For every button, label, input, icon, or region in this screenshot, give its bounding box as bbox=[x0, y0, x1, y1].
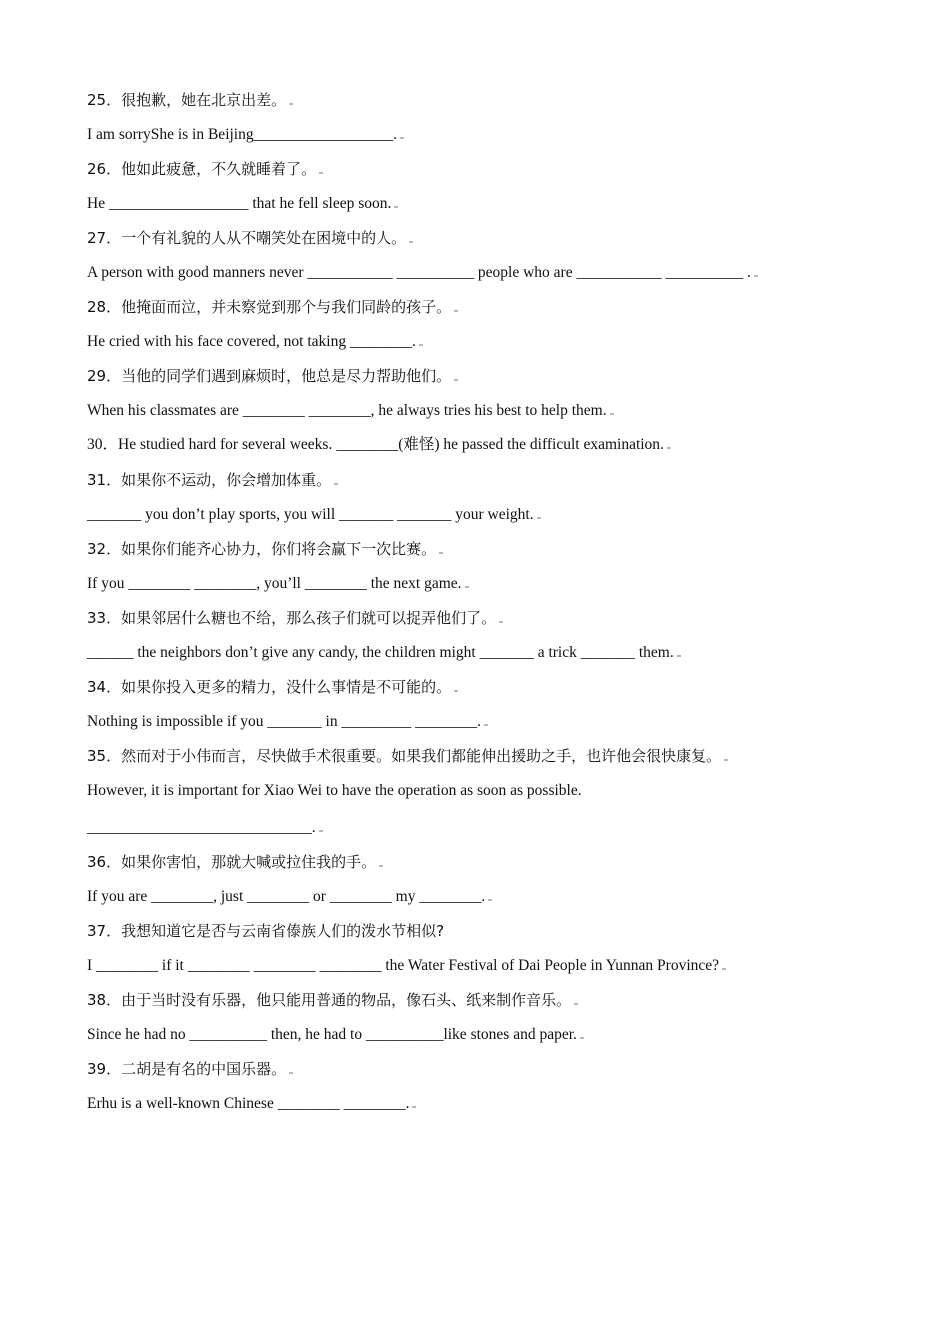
question-39-prompt: 39．二胡是有名的中国乐器。 bbox=[87, 1059, 910, 1079]
question-26-answer: He __________________ that he fell sleep soon. bbox=[87, 194, 910, 214]
question-31-prompt: 31．如果你不运动，你会增加体重。 bbox=[87, 470, 910, 490]
question-25-prompt: 25．很抱歉，她在北京出差。 bbox=[87, 90, 910, 110]
question-30-prompt: 30．He studied hard for several weeks. ________(难怪) he passed the difficult examination. bbox=[87, 435, 910, 455]
question-35-answer-blank: _____________________________. bbox=[87, 818, 910, 838]
question-38-prompt: 38．由于当时没有乐器，他只能用普通的物品，像石头、纸来制作音乐。 bbox=[87, 990, 910, 1010]
question-27-answer: A person with good manners never ___________ __________ people who are ___________ __________ . bbox=[87, 263, 910, 283]
question-34-prompt: 34．如果你投入更多的精力，没什么事情是不可能的。 bbox=[87, 677, 910, 697]
question-26-prompt: 26．他如此疲惫，不久就睡着了。 bbox=[87, 159, 910, 179]
question-37-answer: I ________ if it ________ ________ ________ the Water Festival of Dai People in Yunnan Province? bbox=[87, 956, 910, 976]
question-35-answer: However, it is important for Xiao Wei to have the operation as soon as possible. bbox=[87, 782, 582, 799]
question-35-prompt: 35．然而对于小伟而言，尽快做手术很重要。如果我们都能伸出援助之手，也许他会很快康复。 bbox=[87, 746, 910, 766]
question-32-prompt: 32．如果你们能齐心协力，你们将会赢下一次比赛。 bbox=[87, 539, 910, 559]
question-37-prompt: 37．我想知道它是否与云南省傣族人们的泼水节相似? bbox=[87, 922, 445, 940]
question-28-prompt: 28．他掩面而泣，并未察觉到那个与我们同龄的孩子。 bbox=[87, 297, 910, 317]
question-33-answer: ______ the neighbors don’t give any candy, the children might _______ a trick _______ them. bbox=[87, 643, 910, 663]
question-25-answer: I am sorryShe is in Beijing__________________. bbox=[87, 125, 910, 145]
question-29-answer: When his classmates are ________ ________, he always tries his best to help them. bbox=[87, 401, 910, 421]
question-34-answer: Nothing is impossible if you _______ in _________ ________. bbox=[87, 712, 910, 732]
question-36-answer: If you are ________, just ________ or ________ my ________. bbox=[87, 887, 910, 907]
question-36-prompt: 36．如果你害怕，那就大喊或拉住我的手。 bbox=[87, 852, 910, 872]
question-28-answer: He cried with his face covered, not taking ________. bbox=[87, 332, 910, 352]
question-31-answer: _______ you don’t play sports, you will _______ _______ your weight. bbox=[87, 505, 910, 525]
question-39-answer: Erhu is a well-known Chinese ________ ________. bbox=[87, 1094, 910, 1114]
question-29-prompt: 29．当他的同学们遇到麻烦时，他总是尽力帮助他们。 bbox=[87, 366, 910, 386]
question-33-prompt: 33．如果邻居什么糖也不给，那么孩子们就可以捉弄他们了。 bbox=[87, 608, 910, 628]
question-38-answer: Since he had no __________ then, he had to __________like stones and paper. bbox=[87, 1025, 910, 1045]
question-27-prompt: 27．一个有礼貌的人从不嘲笑处在困境中的人。 bbox=[87, 228, 910, 248]
question-32-answer: If you ________ ________, you’ll ________ the next game. bbox=[87, 574, 910, 594]
